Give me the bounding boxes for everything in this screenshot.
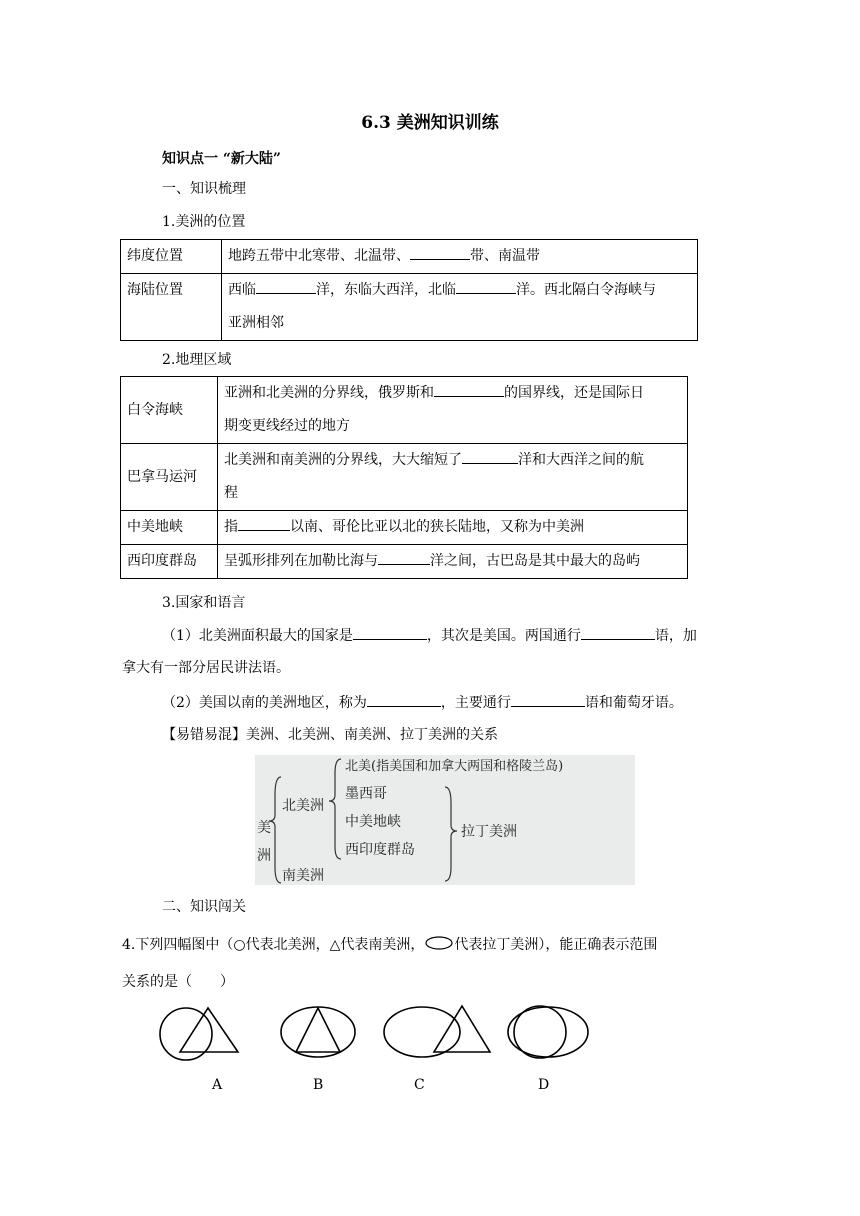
table-content-cell xyxy=(218,545,688,579)
cell-text: 西临 xyxy=(228,282,256,298)
cell-text: 期变更线经过的地方 xyxy=(224,418,350,434)
americas-label-2: 洲 xyxy=(257,848,271,864)
question-text: 语，加 xyxy=(654,628,697,644)
question-1-line-1 xyxy=(162,625,697,646)
table-row xyxy=(121,274,698,341)
north-item: 北美(指美国和加拿大两国和格陵兰岛) xyxy=(345,759,564,774)
option-label-b: B xyxy=(313,1077,324,1093)
answer-blank xyxy=(434,382,504,397)
table-label-cell: 白令海峡 xyxy=(121,377,218,444)
part-heading-1: 一、知识梳理 xyxy=(162,181,246,197)
answer-blank xyxy=(256,279,316,294)
tip-bracket: 【易错易混】 xyxy=(162,727,246,743)
tip-text: 美洲、北美洲、南美洲、拉丁美洲的关系 xyxy=(246,727,498,743)
table-row xyxy=(121,444,688,511)
cell-text: 亚洲和北美洲的分界线，俄罗斯和 xyxy=(224,385,434,401)
answer-blank xyxy=(511,692,585,707)
answer-blank xyxy=(462,449,518,464)
option-c-figure xyxy=(384,1006,490,1057)
table-content-cell xyxy=(218,377,688,444)
cell-text: 程 xyxy=(224,485,238,501)
table-content-cell xyxy=(222,240,698,274)
north-item: 西印度群岛 xyxy=(345,842,415,858)
americas-label-1: 美 xyxy=(257,820,271,836)
option-b-figure xyxy=(281,1007,355,1057)
question-1-line-2: 拿大有一部分居民讲法语。 xyxy=(122,660,290,676)
question-text: △代表南美洲， xyxy=(329,937,425,953)
north-america-label: 北美洲 xyxy=(282,798,324,814)
table-content-cell xyxy=(218,444,688,511)
question-text: （1）北美洲面积最大的国家是 xyxy=(162,628,353,644)
question-text: （2）美国以南的美洲地区，称为 xyxy=(162,695,367,711)
answer-blank xyxy=(410,245,470,260)
question-text: 代表拉丁美洲），能正确表示范围 xyxy=(454,937,658,953)
question-text: ○代表北美洲， xyxy=(233,937,330,953)
part-heading-2: 二、知识闯关 xyxy=(162,899,246,915)
table-row xyxy=(121,511,688,545)
option-label-a: A xyxy=(212,1077,223,1093)
table-label-cell: 西印度群岛 xyxy=(121,545,218,579)
table-label-cell: 海陆位置 xyxy=(121,274,222,341)
table-label-cell: 中美地峡 xyxy=(121,511,218,545)
latin-america-label: 拉丁美洲 xyxy=(461,824,517,840)
option-d-figure xyxy=(508,1006,588,1058)
answer-blank xyxy=(456,279,516,294)
cell-text: 洋，东临大西洋，北临 xyxy=(316,282,456,298)
location-table xyxy=(120,239,698,341)
relationship-diagram xyxy=(255,755,635,885)
option-a-figure xyxy=(160,1008,238,1060)
question-text: 语和葡萄牙语。 xyxy=(584,695,683,711)
north-item: 中美地峡 xyxy=(345,814,401,830)
question-text: ，其次是美国。两国通行 xyxy=(426,628,581,644)
answer-blank xyxy=(378,550,430,565)
table-row xyxy=(121,377,688,444)
table-content-cell xyxy=(218,511,688,545)
tip-line xyxy=(162,725,498,745)
item-heading-2: 2.地理区域 xyxy=(162,352,232,368)
cell-text: 带、南温带 xyxy=(470,248,540,264)
north-america-brace xyxy=(329,759,341,859)
cell-text: 亚洲相邻 xyxy=(228,315,284,331)
answer-blank xyxy=(367,692,441,707)
table-row xyxy=(121,545,688,579)
cell-text: 地跨五带中北寒带、北温带、 xyxy=(228,248,410,264)
option-label-d: D xyxy=(538,1077,550,1093)
answer-blank xyxy=(353,625,427,640)
item-heading-1: 1.美洲的位置 xyxy=(162,214,246,230)
cell-text: 洋和大西洋之间的航 xyxy=(518,452,644,468)
cell-text: 指 xyxy=(224,519,238,535)
ellipse-symbol-icon xyxy=(424,935,454,951)
cell-text: 洋之间，古巴岛是其中最大的岛屿 xyxy=(430,553,640,569)
table-label-cell: 纬度位置 xyxy=(121,240,222,274)
option-label-c: C xyxy=(414,1077,425,1093)
table-content-cell xyxy=(222,274,698,341)
option-figures xyxy=(150,1000,610,1068)
section-heading: 知识点一 “新大陆” xyxy=(162,151,281,167)
question-4-line-2: 关系的是（ ） xyxy=(122,974,234,990)
question-text: 4.下列四幅图中（ xyxy=(122,937,234,953)
table-row xyxy=(121,240,698,274)
page-title: 6.3 美洲知识训练 xyxy=(361,113,499,133)
south-america-label: 南美洲 xyxy=(282,868,324,884)
question-2 xyxy=(162,692,683,713)
north-item: 墨西哥 xyxy=(345,786,387,802)
cell-text: 呈弧形排列在加勒比海与 xyxy=(224,553,378,569)
cell-text: 的国界线，还是国际日 xyxy=(504,385,644,401)
region-table xyxy=(120,376,688,579)
table-label-cell: 巴拿马运河 xyxy=(121,444,218,511)
answer-blank xyxy=(581,625,655,640)
question-4-line-1 xyxy=(122,935,732,955)
latin-america-brace xyxy=(445,787,457,881)
cell-text: 北美洲和南美洲的分界线，大大缩短了 xyxy=(224,452,462,468)
cell-text: 洋。西北隔白令海峡与 xyxy=(516,282,656,298)
cell-text: 以南、哥伦比亚以北的狭长陆地，又称为中美洲 xyxy=(290,519,584,535)
item-heading-3: 3.国家和语言 xyxy=(162,595,246,611)
answer-blank xyxy=(238,516,290,531)
question-text: ，主要通行 xyxy=(440,695,511,711)
